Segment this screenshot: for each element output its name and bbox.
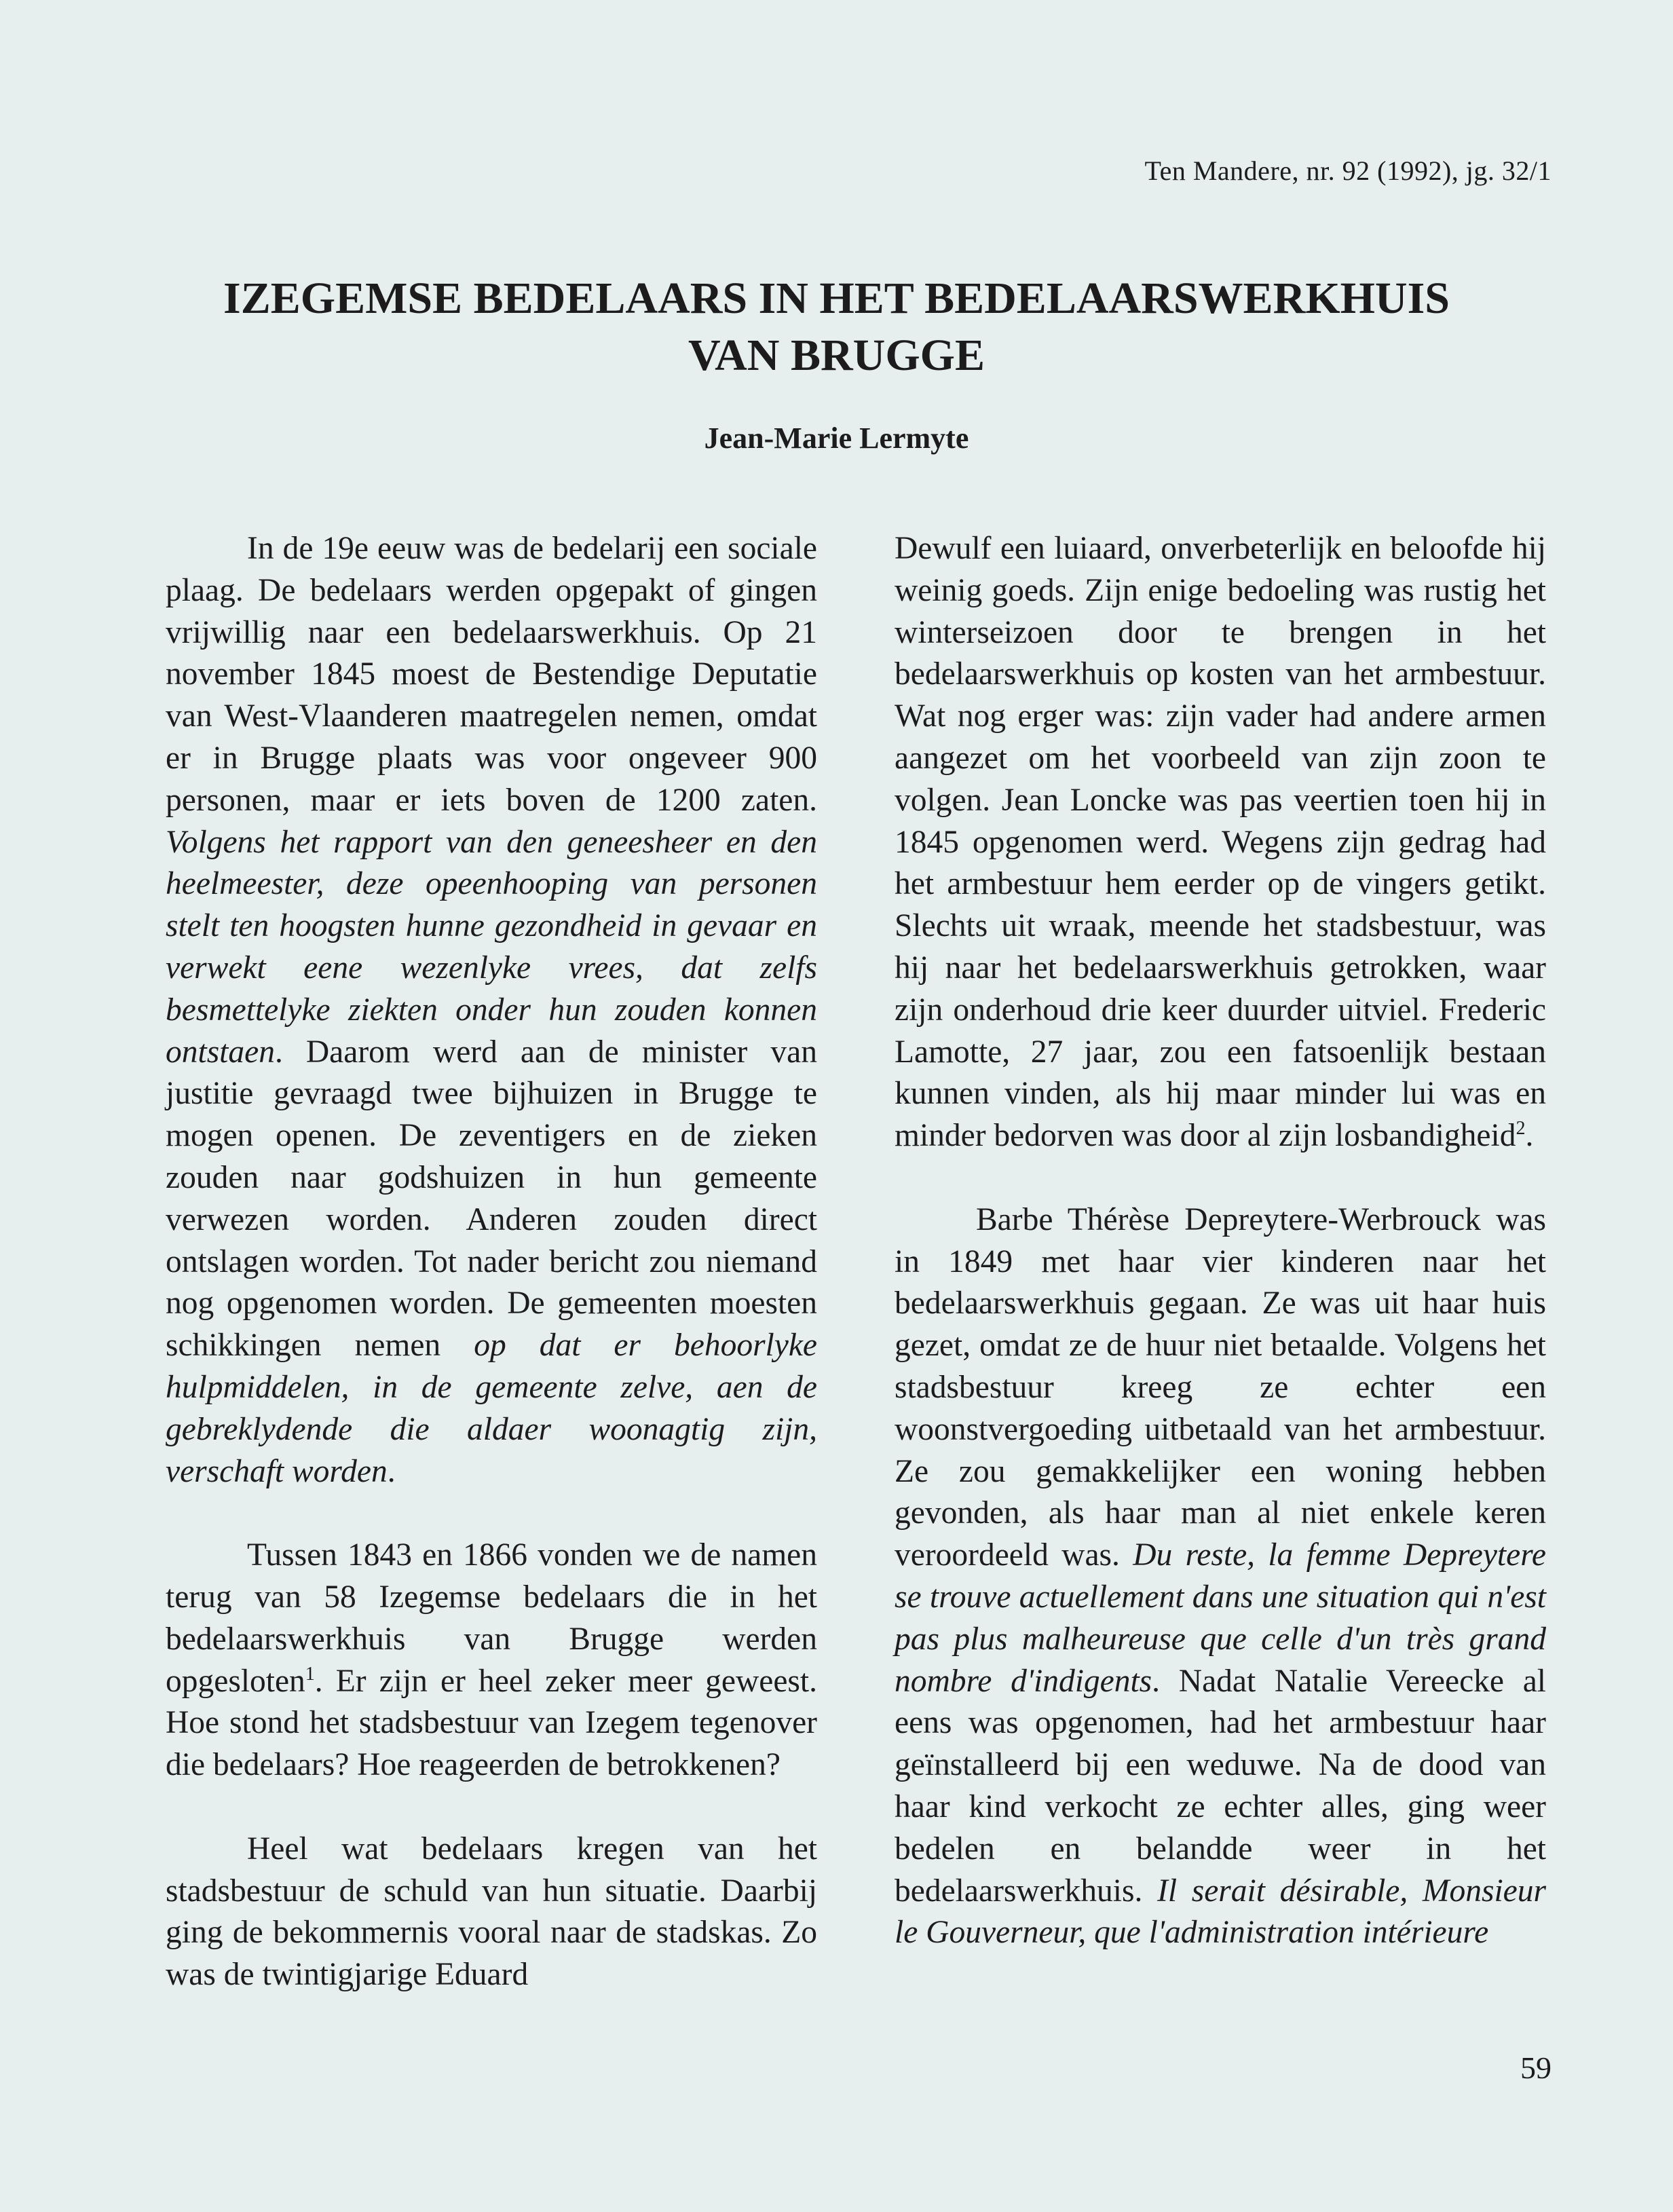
text-run: Barbe Thérèse Depreytere-Werbrouck was in 1849 met haar vier kinderen naar het bedelaarswerkhuis gegaan. Ze was uit haar huis gezet, omdat ze de huur niet betaalde. Volgens het stadsbestuur kreeg ze echter een woonstvergoeding uitbetaald van het armbestuur. Ze zou gemakkelijker een woning hebben gevonden, als haar man al niet enkele keren veroordeeld was. bbox=[895, 1201, 1546, 1573]
text-run: In de 19e eeuw was de bedelarij een sociale plaag. De bedelaars werden opgepakt of gingen vrijwillig naar een bedelaarswerkhuis. Op 21 november 1845 moest de Bestendige Deputatie van West-Vlaanderen maatregelen nemen, omdat er in Brugge plaats was voor ongeveer 900 personen, maar er iets boven de 1200 zaten. bbox=[166, 531, 817, 818]
text-run: Heel wat bedelaars kregen van het stadsbestuur de schuld van hun situatie. Daarbij ging de bekommernis vooral naar de stadskas. Zo was de twintigjarige Eduard bbox=[166, 1831, 817, 1993]
text-run: . bbox=[387, 1453, 396, 1489]
text-run: . Er zijn er heel zeker meer geweest. Hoe stond het stadsbestuur van Izegem tegenover die bedelaars? Hoe reageerden de betrokkenen? bbox=[166, 1663, 817, 1783]
quote-italic: Il serait désirable, Monsieur le Gouverneur, que l'administration intérieure bbox=[895, 1873, 1547, 1951]
footnote-marker: 1 bbox=[305, 1663, 315, 1685]
journal-header: Ten Mandere, nr. 92 (1992), jg. 32/1 bbox=[1144, 155, 1552, 186]
page-number: 59 bbox=[1520, 2050, 1552, 2085]
text-run: Tussen 1843 en 1866 vonden we de namen terug van 58 Izegemse bedelaars die in het bedelaarswerkhuis van Brugge werden opgesloten bbox=[166, 1537, 817, 1699]
quote-italic: op dat er behoorlyke hulpmiddelen, in de gemeente zelve, aen de gebreklydende die aldaer woonagtig zijn, verschaft worden bbox=[166, 1328, 817, 1489]
right-column bbox=[895, 528, 1546, 1954]
left-column bbox=[166, 528, 817, 1996]
text-run: Dewulf een luiaard, onverbeterlijk en beloofde hij weinig goeds. Zijn enige bedoeling was rustig het winterseizoen door te brengen in het bedelaarswerkhuis op kosten van het armbestuur. Wat nog erger was: zijn vader had andere armen aangezet om het voorbeeld van zijn zoon te volgen. Jean Loncke was pas veertien toen hij in 1845 opgenomen werd. Wegens zijn gedrag had het armbestuur hem eerder op de vingers getikt. Slechts uit wraak, meende het stadsbestuur, was hij naar het bedelaarswerkhuis getrokken, waar zijn onderhoud drie keer duurder uitviel. Frederic Lamotte, 27 jaar, zou een fatsoenlijk bestaan kunnen vinden, als hij maar minder lui was en minder bedorven was door al zijn losbandigheid bbox=[895, 531, 1546, 1154]
text-run: . Daarom werd aan de minister van justitie gevraagd twee bijhuizen in Brugge te mogen openen. De zeventigers en de zieken zouden naar godshuizen in hun gemeente verwezen worden. Anderen zouden direct ontslagen worden. Tot nader bericht zou niemand nog opgenomen worden. De gemeenten moesten schikkingen nemen bbox=[166, 1034, 817, 1364]
paragraph bbox=[166, 528, 817, 1493]
footnote-marker: 2 bbox=[1516, 1118, 1526, 1140]
quote-italic: Du reste, la femme Depreytere se trouve actuellement dans une situation qui n'est pas plus malheureuse que celle d'un très grand nombre d'indigents bbox=[895, 1537, 1547, 1699]
text-run: . bbox=[1525, 1118, 1534, 1154]
paragraph bbox=[166, 1829, 817, 1996]
title-line-2: VAN BRUGGE bbox=[688, 331, 985, 380]
text-run: . Nadat Natalie Vereecke al eens was opgenomen, had het armbestuur haar geïnstalleerd bij een weduwe. Na de dood van haar kind verkocht ze echter alles, ging weer bedelen en belandde weer in het bedelaarswerkhuis. bbox=[895, 1663, 1546, 1909]
paragraph bbox=[895, 1199, 1546, 1954]
author-name: Jean-Marie Lermyte bbox=[704, 421, 969, 455]
quote-italic: Volgens het rapport van den geneesheer en den heelmeester, deze opeenhooping van personen stelt ten hoogsten hunne gezondheid in gevaar en verwekt eene wezenlyke vrees, dat zelfs besmettelyke ziekten onder hun zouden konnen ontstaen bbox=[166, 824, 817, 1070]
paragraph bbox=[895, 528, 1546, 1157]
paragraph bbox=[166, 1535, 817, 1786]
title-line-1: IZEGEMSE BEDELAARS IN HET BEDELAARSWERKHUIS bbox=[223, 274, 1450, 323]
article-title bbox=[0, 270, 1673, 384]
